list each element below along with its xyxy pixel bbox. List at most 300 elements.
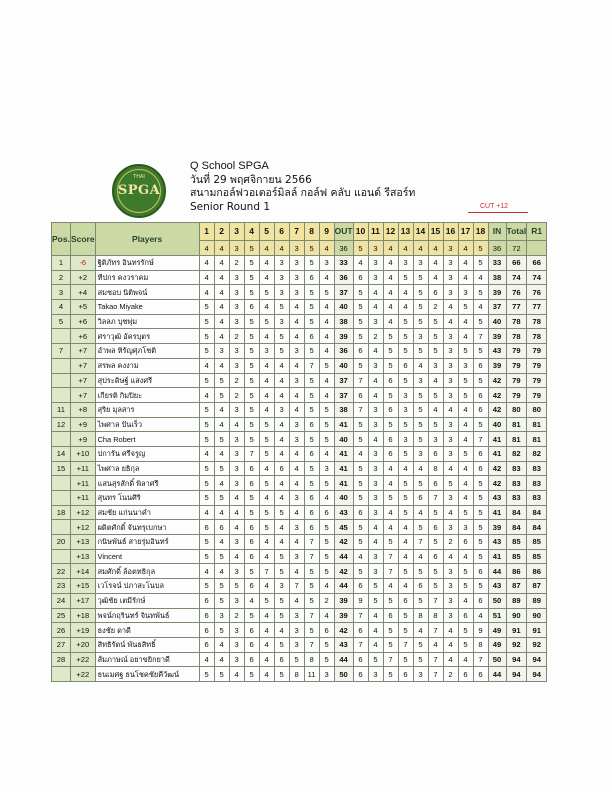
position-cell: 2 <box>52 270 71 285</box>
score-cell: +9 <box>70 432 95 447</box>
hole-score: 3 <box>229 637 244 652</box>
round1-score: 74 <box>527 270 547 285</box>
total-score: 79 <box>506 358 527 373</box>
event-title: Q School SPGA <box>190 160 269 172</box>
hole-score: 4 <box>289 388 304 403</box>
hole-score: 6 <box>199 520 214 535</box>
position-cell: 3 <box>52 285 71 300</box>
hole-score: 5 <box>398 446 413 461</box>
hole-score: 5 <box>413 300 428 315</box>
position-cell: 15 <box>52 461 71 476</box>
in-total: 42 <box>488 476 506 491</box>
hole-score: 2 <box>428 300 443 315</box>
table-row <box>52 270 547 285</box>
hole-score: 3 <box>413 667 428 682</box>
total-score: 76 <box>506 285 527 300</box>
hole-score: 5 <box>199 476 214 491</box>
hole-score: 4 <box>289 446 304 461</box>
hole-score: 4 <box>473 270 488 285</box>
hole-score: 4 <box>319 373 334 388</box>
hole-score: 4 <box>289 329 304 344</box>
hole-score: 5 <box>274 637 289 652</box>
hole-score: 5 <box>353 358 368 373</box>
hole-score: 5 <box>413 476 428 491</box>
table-row <box>52 388 547 403</box>
hole-score: 6 <box>398 593 413 608</box>
hole-score: 4 <box>199 505 214 520</box>
table-row <box>52 329 547 344</box>
total-score: 78 <box>506 314 527 329</box>
hole-score: 7 <box>304 549 319 564</box>
hole-score: 3 <box>229 652 244 667</box>
player-name: ธงชัย ดาดี <box>95 623 199 638</box>
round1-score: 79 <box>527 344 547 359</box>
round1-score: 78 <box>527 314 547 329</box>
out-total: 41 <box>334 446 353 461</box>
table-row <box>52 344 547 359</box>
position-cell <box>52 667 71 682</box>
hole-score: 7 <box>428 667 443 682</box>
hole-score: 5 <box>304 300 319 315</box>
hole-score: 4 <box>353 446 368 461</box>
hole-score: 6 <box>244 476 259 491</box>
hole-score: 5 <box>383 388 398 403</box>
score-cell: +2 <box>70 270 95 285</box>
hole-score: 4 <box>259 623 274 638</box>
hole-score: 3 <box>229 446 244 461</box>
score-cell: +20 <box>70 637 95 652</box>
hole-score: 6 <box>353 388 368 403</box>
hole-score: 4 <box>319 608 334 623</box>
table-row <box>52 432 547 447</box>
hole-score: 6 <box>304 329 319 344</box>
hole-score: 5 <box>398 270 413 285</box>
hole-score: 3 <box>443 388 458 403</box>
hole-score: 7 <box>289 579 304 594</box>
out-total: 40 <box>334 491 353 506</box>
hole-score: 4 <box>289 358 304 373</box>
column-header: Pos. <box>52 223 71 256</box>
out-total: 41 <box>334 476 353 491</box>
hole-score: 4 <box>413 461 428 476</box>
hole-score: 6 <box>319 623 334 638</box>
hole-score: 4 <box>443 461 458 476</box>
hole-score: 4 <box>199 358 214 373</box>
par-cell: 72 <box>506 241 527 256</box>
position-cell <box>52 549 71 564</box>
in-total: 38 <box>488 270 506 285</box>
hole-score: 6 <box>353 270 368 285</box>
hole-score: 8 <box>473 637 488 652</box>
hole-score: 4 <box>229 417 244 432</box>
hole-score: 4 <box>458 491 473 506</box>
hole-score: 5 <box>368 652 383 667</box>
round1-score: 85 <box>527 549 547 564</box>
hole-score: 2 <box>229 329 244 344</box>
hole-score: 2 <box>229 256 244 271</box>
position-cell: 11 <box>52 402 71 417</box>
position-cell <box>52 329 71 344</box>
hole-score: 5 <box>259 520 274 535</box>
hole-score: 3 <box>289 344 304 359</box>
position-cell <box>52 476 71 491</box>
in-total: 39 <box>488 358 506 373</box>
hole-score: 5 <box>319 358 334 373</box>
hole-score: 5 <box>304 256 319 271</box>
hole-score: 4 <box>383 505 398 520</box>
hole-score: 4 <box>259 579 274 594</box>
total-score: 87 <box>506 579 527 594</box>
total-score: 83 <box>506 491 527 506</box>
hole-score: 5 <box>304 285 319 300</box>
hole-score: 4 <box>368 285 383 300</box>
hole-score: 5 <box>428 417 443 432</box>
column-header: 15 <box>428 223 443 241</box>
hole-score: 3 <box>443 446 458 461</box>
total-score: 82 <box>506 446 527 461</box>
hole-score: 4 <box>214 314 229 329</box>
score-cell: +12 <box>70 520 95 535</box>
out-total: 39 <box>334 593 353 608</box>
hole-score: 4 <box>368 344 383 359</box>
hole-score: 6 <box>458 667 473 682</box>
hole-score: 5 <box>398 623 413 638</box>
hole-score: 5 <box>319 476 334 491</box>
hole-score: 3 <box>398 388 413 403</box>
hole-score: 4 <box>368 608 383 623</box>
hole-score: 3 <box>214 344 229 359</box>
hole-score: 5 <box>398 564 413 579</box>
score-cell: +12 <box>70 505 95 520</box>
score-cell: +11 <box>70 491 95 506</box>
hole-score: 5 <box>244 417 259 432</box>
hole-score: 6 <box>244 549 259 564</box>
player-name: ปการัน ศรีจรูญ <box>95 446 199 461</box>
table-row <box>52 535 547 550</box>
in-total: 44 <box>488 667 506 682</box>
player-name: สิทธิรัตน์ พันธสิทธิ์ <box>95 637 199 652</box>
hole-score: 5 <box>214 491 229 506</box>
out-total: 36 <box>334 270 353 285</box>
player-name: ทีปกร คงวราคม <box>95 270 199 285</box>
hole-score: 3 <box>214 608 229 623</box>
hole-score: 5 <box>304 314 319 329</box>
round1-score: 79 <box>527 388 547 403</box>
hole-score: 7 <box>428 593 443 608</box>
hole-score: 8 <box>289 667 304 682</box>
table-row <box>52 652 547 667</box>
hole-score: 4 <box>274 358 289 373</box>
hole-score: 5 <box>244 285 259 300</box>
hole-score: 5 <box>259 476 274 491</box>
hole-score: 5 <box>244 270 259 285</box>
position-cell: 23 <box>52 579 71 594</box>
hole-score: 6 <box>473 667 488 682</box>
total-score: 91 <box>506 623 527 638</box>
hole-score: 7 <box>413 535 428 550</box>
hole-score: 6 <box>428 476 443 491</box>
hole-score: 5 <box>259 446 274 461</box>
column-header: R1 <box>527 223 547 241</box>
hole-score: 4 <box>199 446 214 461</box>
hole-score: 5 <box>319 564 334 579</box>
hole-score: 4 <box>214 285 229 300</box>
hole-score: 5 <box>319 417 334 432</box>
hole-score: 3 <box>289 373 304 388</box>
player-name: พจน์กฤรินทร์ จินทพันธ์ <box>95 608 199 623</box>
hole-score: 3 <box>319 667 334 682</box>
hole-score: 5 <box>428 535 443 550</box>
hole-score: 6 <box>304 491 319 506</box>
hole-score: 6 <box>319 505 334 520</box>
player-name: สมชอบ นิติพจน์ <box>95 285 199 300</box>
round1-score: 80 <box>527 402 547 417</box>
hole-score: 4 <box>244 593 259 608</box>
hole-score: 3 <box>229 314 244 329</box>
hole-score: 7 <box>383 549 398 564</box>
hole-score: 4 <box>274 623 289 638</box>
hole-score: 5 <box>383 491 398 506</box>
hole-score: 4 <box>199 285 214 300</box>
out-total: 38 <box>334 314 353 329</box>
hole-score: 4 <box>214 300 229 315</box>
hole-score: 3 <box>229 593 244 608</box>
hole-score: 5 <box>214 373 229 388</box>
hole-score: 4 <box>398 535 413 550</box>
hole-score: 4 <box>383 314 398 329</box>
hole-score: 4 <box>458 270 473 285</box>
par-cell-empty <box>527 241 547 256</box>
hole-score: 5 <box>244 505 259 520</box>
total-score: 81 <box>506 417 527 432</box>
hole-score: 5 <box>458 300 473 315</box>
hole-score: 4 <box>458 593 473 608</box>
hole-score: 5 <box>199 402 214 417</box>
hole-score: 5 <box>473 344 488 359</box>
hole-score: 5 <box>413 564 428 579</box>
hole-score: 4 <box>458 549 473 564</box>
round1-score: 81 <box>527 417 547 432</box>
score-cell: +7 <box>70 373 95 388</box>
hole-score: 5 <box>353 535 368 550</box>
hole-score: 5 <box>428 344 443 359</box>
hole-score: 7 <box>383 564 398 579</box>
hole-score: 4 <box>199 388 214 403</box>
position-cell: 5 <box>52 314 71 329</box>
hole-score: 5 <box>398 329 413 344</box>
hole-score: 4 <box>458 461 473 476</box>
table-row <box>52 402 547 417</box>
score-cell: +11 <box>70 461 95 476</box>
hole-score: 7 <box>304 535 319 550</box>
in-total: 40 <box>488 417 506 432</box>
hole-score: 3 <box>229 285 244 300</box>
out-total: 36 <box>334 344 353 359</box>
hole-score: 3 <box>289 520 304 535</box>
hole-score: 7 <box>473 329 488 344</box>
hole-score: 3 <box>229 623 244 638</box>
hole-score: 4 <box>428 256 443 271</box>
in-total: 43 <box>488 535 506 550</box>
hole-score: 5 <box>244 314 259 329</box>
score-cell: +22 <box>70 652 95 667</box>
round1-score: 83 <box>527 491 547 506</box>
hole-score: 3 <box>368 549 383 564</box>
hole-score: 3 <box>289 285 304 300</box>
table-row <box>52 314 547 329</box>
hole-score: 6 <box>199 637 214 652</box>
in-total: 33 <box>488 256 506 271</box>
hole-score: 6 <box>244 623 259 638</box>
hole-score: 5 <box>199 549 214 564</box>
par-cell: 4 <box>319 241 334 256</box>
out-total: 39 <box>334 329 353 344</box>
hole-score: 5 <box>199 329 214 344</box>
hole-score: 5 <box>199 344 214 359</box>
out-total: 41 <box>334 461 353 476</box>
table-row <box>52 417 547 432</box>
header-row <box>52 223 547 241</box>
hole-score: 5 <box>319 432 334 447</box>
hole-score: 4 <box>319 314 334 329</box>
hole-score: 6 <box>304 520 319 535</box>
hole-score: 3 <box>229 461 244 476</box>
in-total: 39 <box>488 329 506 344</box>
hole-score: 5 <box>413 270 428 285</box>
hole-score: 4 <box>398 285 413 300</box>
hole-score: 7 <box>353 402 368 417</box>
total-score: 86 <box>506 564 527 579</box>
hole-score: 4 <box>259 388 274 403</box>
hole-score: 2 <box>229 388 244 403</box>
hole-score: 5 <box>259 593 274 608</box>
position-cell: 28 <box>52 652 71 667</box>
hole-score: 3 <box>289 491 304 506</box>
hole-score: 4 <box>458 652 473 667</box>
par-cell: 3 <box>289 241 304 256</box>
hole-score: 6 <box>244 535 259 550</box>
out-total: 37 <box>334 373 353 388</box>
score-cell: +19 <box>70 623 95 638</box>
round1-score: 85 <box>527 535 547 550</box>
hole-score: 3 <box>443 373 458 388</box>
hole-score: 4 <box>398 579 413 594</box>
hole-score: 5 <box>353 461 368 476</box>
hole-score: 4 <box>259 402 274 417</box>
hole-score: 3 <box>274 579 289 594</box>
player-name: ฐิติภัทร อินทรรักษ์ <box>95 256 199 271</box>
hole-score: 9 <box>473 623 488 638</box>
hole-score: 6 <box>244 579 259 594</box>
hole-score: 5 <box>473 535 488 550</box>
hole-score: 5 <box>199 667 214 682</box>
hole-score: 4 <box>214 402 229 417</box>
player-name: เวโรจน์ ปภาสะโนบล <box>95 579 199 594</box>
hole-score: 6 <box>383 608 398 623</box>
hole-score: 4 <box>383 579 398 594</box>
hole-score: 4 <box>259 608 274 623</box>
hole-score: 8 <box>428 461 443 476</box>
total-score: 94 <box>506 652 527 667</box>
hole-score: 4 <box>214 564 229 579</box>
hole-score: 3 <box>229 300 244 315</box>
hole-score: 6 <box>353 667 368 682</box>
hole-score: 5 <box>413 402 428 417</box>
player-name: วุฒิชัย เตมีรักษ์ <box>95 593 199 608</box>
total-score: 66 <box>506 256 527 271</box>
hole-score: 5 <box>319 652 334 667</box>
hole-score: 3 <box>229 564 244 579</box>
player-name: ศราวุฒิ อัครบุตร <box>95 329 199 344</box>
hole-score: 5 <box>383 417 398 432</box>
out-total: 45 <box>334 520 353 535</box>
score-cell: +22 <box>70 667 95 682</box>
hole-score: 4 <box>398 300 413 315</box>
hole-score: 5 <box>304 402 319 417</box>
hole-score: 3 <box>259 344 274 359</box>
total-score: 85 <box>506 549 527 564</box>
hole-score: 3 <box>289 270 304 285</box>
round1-score: 91 <box>527 623 547 638</box>
hole-score: 5 <box>304 593 319 608</box>
hole-score: 3 <box>229 270 244 285</box>
hole-score: 4 <box>443 314 458 329</box>
hole-score: 4 <box>289 402 304 417</box>
hole-score: 4 <box>458 417 473 432</box>
hole-score: 3 <box>368 270 383 285</box>
hole-score: 6 <box>428 549 443 564</box>
player-name: วิลลภ บุชพุ่ม <box>95 314 199 329</box>
hole-score: 5 <box>304 388 319 403</box>
par-cell: 5 <box>473 241 488 256</box>
hole-score: 5 <box>353 476 368 491</box>
hole-score: 7 <box>353 637 368 652</box>
hole-score: 5 <box>473 491 488 506</box>
score-cell: +6 <box>70 329 95 344</box>
hole-score: 4 <box>458 256 473 271</box>
hole-score: 4 <box>458 432 473 447</box>
hole-score: 5 <box>413 432 428 447</box>
hole-score: 7 <box>353 608 368 623</box>
hole-score: 4 <box>259 491 274 506</box>
out-total: 42 <box>334 623 353 638</box>
out-total: 40 <box>334 358 353 373</box>
round1-score: 77 <box>527 300 547 315</box>
total-score: 94 <box>506 667 527 682</box>
hole-score: 5 <box>473 417 488 432</box>
hole-score: 4 <box>368 300 383 315</box>
position-cell <box>52 388 71 403</box>
column-header: 18 <box>473 223 488 241</box>
hole-score: 5 <box>353 520 368 535</box>
hole-score: 4 <box>368 520 383 535</box>
table-row <box>52 461 547 476</box>
position-cell: 22 <box>52 564 71 579</box>
hole-score: 6 <box>244 461 259 476</box>
hole-score: 6 <box>458 608 473 623</box>
hole-score: 5 <box>214 579 229 594</box>
total-score: 74 <box>506 270 527 285</box>
hole-score: 5 <box>398 491 413 506</box>
par-cell: 4 <box>413 241 428 256</box>
hole-score: 4 <box>398 520 413 535</box>
hole-score: 3 <box>443 564 458 579</box>
table-row <box>52 300 547 315</box>
hole-score: 4 <box>214 476 229 491</box>
round1-score: 94 <box>527 652 547 667</box>
par-cell: 5 <box>304 241 319 256</box>
par-cell: 36 <box>488 241 506 256</box>
